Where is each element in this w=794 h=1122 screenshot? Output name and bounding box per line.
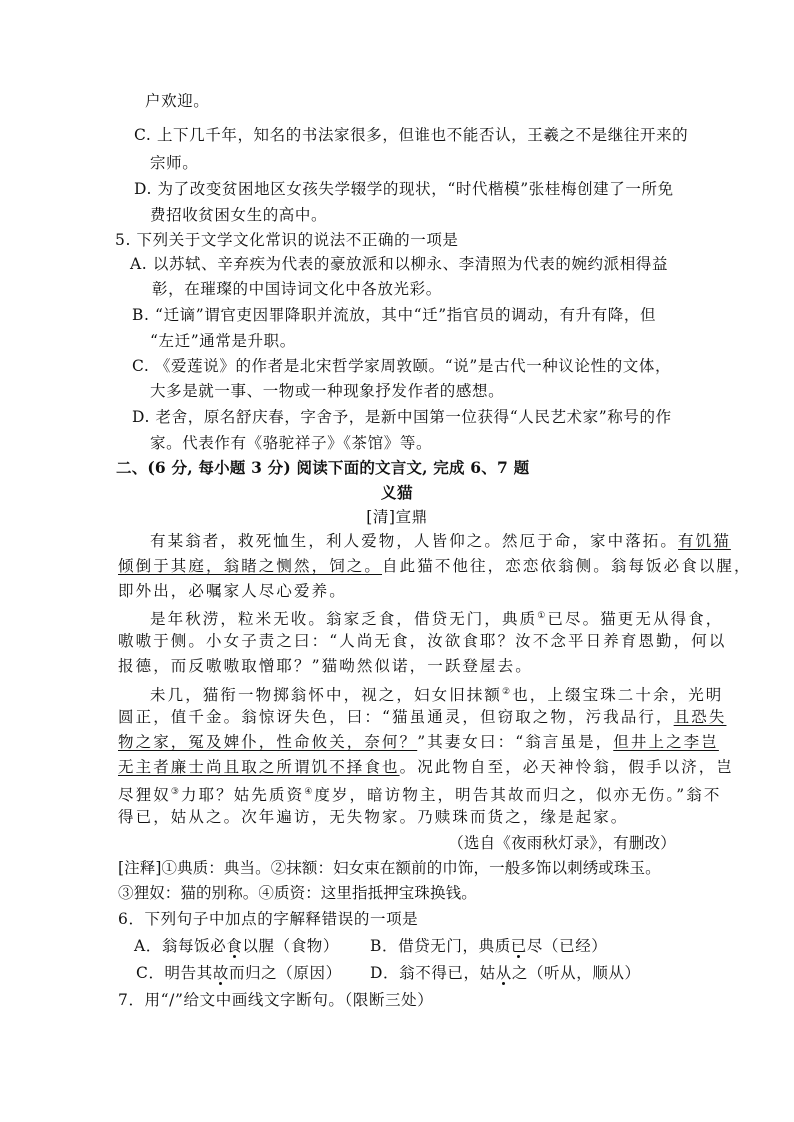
dotted-char: 从 bbox=[495, 964, 512, 982]
footnote-marker: ③ bbox=[170, 787, 181, 797]
passage-p1-line2: 倾倒于其庭，翁睹之恻然，饲之。自此猫不他往，恋恋依翁侧。翁每饭必食以腥， bbox=[118, 557, 752, 575]
footnote-marker: ④ bbox=[304, 787, 315, 797]
passage-title: 义猫 bbox=[380, 483, 414, 502]
dotted-char: 故 bbox=[212, 964, 229, 982]
q6-option-d: D．翁不得已，姑从之（听从，顺从） bbox=[370, 964, 641, 982]
q7-stem: 7．用“/”给文中画线文字断句。（限断三处） bbox=[118, 991, 434, 1009]
passage-p2-line2: 嗷嗷于侧。小女子责之曰：“人尚无食，汝欲食耶？汝不念平日养育恩勤，何以 bbox=[118, 632, 727, 650]
dotted-char: 食 bbox=[226, 937, 243, 955]
passage-p2-line3: 报德，而反嗷嗷取憎耶？”猫呦然似诺，一跃登屋去。 bbox=[118, 657, 533, 675]
passage-p3-line2: 圆正，值千金。翁惊讶失色，曰：“猫虽通灵，但窃取之物，污我品行，且恐失 bbox=[118, 708, 727, 726]
passage-p3-line3: 物之家，冤及婢仆，性命攸关，奈何？”其妻女曰：“翁言虽是，但井上之李岂 bbox=[118, 733, 719, 751]
q6-option-b: B．借贷无门，典质已尽（已经） bbox=[370, 937, 608, 955]
passage-p1-line3: 即外出，必嘱家人尽心爱养。 bbox=[118, 582, 347, 600]
annotations-line2: ③狸奴：猫的别称。④质资：这里指抵押宝珠换钱。 bbox=[118, 884, 477, 902]
dotted-char: 已 bbox=[510, 937, 527, 955]
section-heading: 二、(6 分, 每小题 3 分) 阅读下面的文言文, 完成 6、7 题 bbox=[116, 458, 530, 477]
q5-stem: 5. 下列关于文学文化常识的说法不正确的一项是 bbox=[115, 231, 459, 249]
passage-p2-line1: 是年秋涝，粒米无收。翁家乏食，借贷无门，典质①已尽。猫更无从得食， bbox=[150, 610, 724, 629]
q4-option-c: C. 上下几千年，知名的书法家很多，但谁也不能否认，王羲之不是继往开来的 bbox=[134, 126, 689, 144]
q6-option-a: A．翁每饭必食以腥（食物） bbox=[134, 937, 340, 955]
passage-p3-line6: 得已，姑从之。次年遍访，无失物家。乃赎珠而货之，缘是起家。 bbox=[118, 808, 629, 826]
underlined-text: 物之家，冤及婢仆，性命攸关，奈何？ bbox=[118, 733, 418, 751]
underlined-text: 无主者廉士尚且取之所谓饥不择食也 bbox=[118, 758, 400, 776]
q4-option-d: D. 为了改变贫困地区女孩失学辍学的现状，“时代楷模”张桂梅创建了一所免 bbox=[134, 180, 674, 198]
passage-source: （选自《夜雨秋灯录》，有删改） bbox=[448, 834, 676, 852]
q5-option-a: A. 以苏轼、辛弃疾为代表的豪放派和以柳永、李清照为代表的婉约派相得益 bbox=[130, 255, 669, 273]
passage-author: [清]宣鼎 bbox=[366, 508, 428, 526]
underlined-text: 有饥猫 bbox=[678, 532, 731, 550]
passage-p3-line5: 尽狸奴③力耶？姑先质资④度岁，暗访物主，明告其故而归之，似亦无伤。”翁不 bbox=[118, 786, 722, 805]
underlined-text: 倾倒于其庭，翁睹之恻然，饲之。 bbox=[118, 557, 383, 575]
q5-option-d: D. 老舍，原名舒庆春，字舍予，是新中国第一位获得“人民艺术家”称号的作 bbox=[132, 408, 672, 426]
q4-option-c-cont: 宗师。 bbox=[150, 154, 199, 172]
q5-option-d-cont: 家。代表作有《骆驼祥子》《茶馆》等。 bbox=[150, 434, 433, 452]
passage-p3-line4: 无主者廉士尚且取之所谓饥不择食也。况此物自至，必天神怜翁，假手以济，岂 bbox=[118, 758, 735, 776]
underlined-text: 且恐失 bbox=[673, 708, 727, 726]
q5-option-a-cont: 彰，在璀璨的中国诗词文化中各放光彩。 bbox=[152, 280, 442, 298]
passage-p1-line1: 有某翁者，救死恤生，利人爱物，人皆仰之。然厄于命，家中落拓。有饥猫 bbox=[150, 532, 731, 550]
underlined-text: 但井上之李岂 bbox=[613, 733, 719, 751]
passage-p3-line1: 未几，猫衔一物掷翁怀中，视之，妇女旧抹额②也，上缀宝珠二十余，光明 bbox=[150, 686, 724, 705]
q5-option-c-cont: 大多是就一事、一物或一种现象抒发作者的感想。 bbox=[150, 382, 505, 400]
footnote-marker: ① bbox=[537, 611, 548, 621]
q5-option-c: C. 《爱莲说》的作者是北宋哲学家周敦颐。“说”是古代一种议论性的文体， bbox=[132, 357, 672, 375]
q5-option-b-cont: “左迁”通常是升职。 bbox=[150, 332, 296, 350]
q5-option-b: B. “迁谪”谓官吏因罪降职并流放，其中“迁”指官员的调动，有升有降，但 bbox=[132, 306, 657, 324]
footnote-marker: ② bbox=[502, 687, 513, 697]
q4-option-b-continuation: 户欢迎。 bbox=[145, 92, 210, 110]
q6-option-c: C．明告其故而归之（原因） bbox=[136, 964, 342, 982]
q4-option-d-cont: 费招收贫困女生的高中。 bbox=[150, 206, 328, 224]
q6-stem: 6．下列句子中加点的字解释错误的一项是 bbox=[118, 910, 419, 928]
annotations-line1: [注释]①典质：典当。②抹额：妇女束在额前的巾饰，一般多饰以刺绣或珠玉。 bbox=[118, 859, 661, 877]
